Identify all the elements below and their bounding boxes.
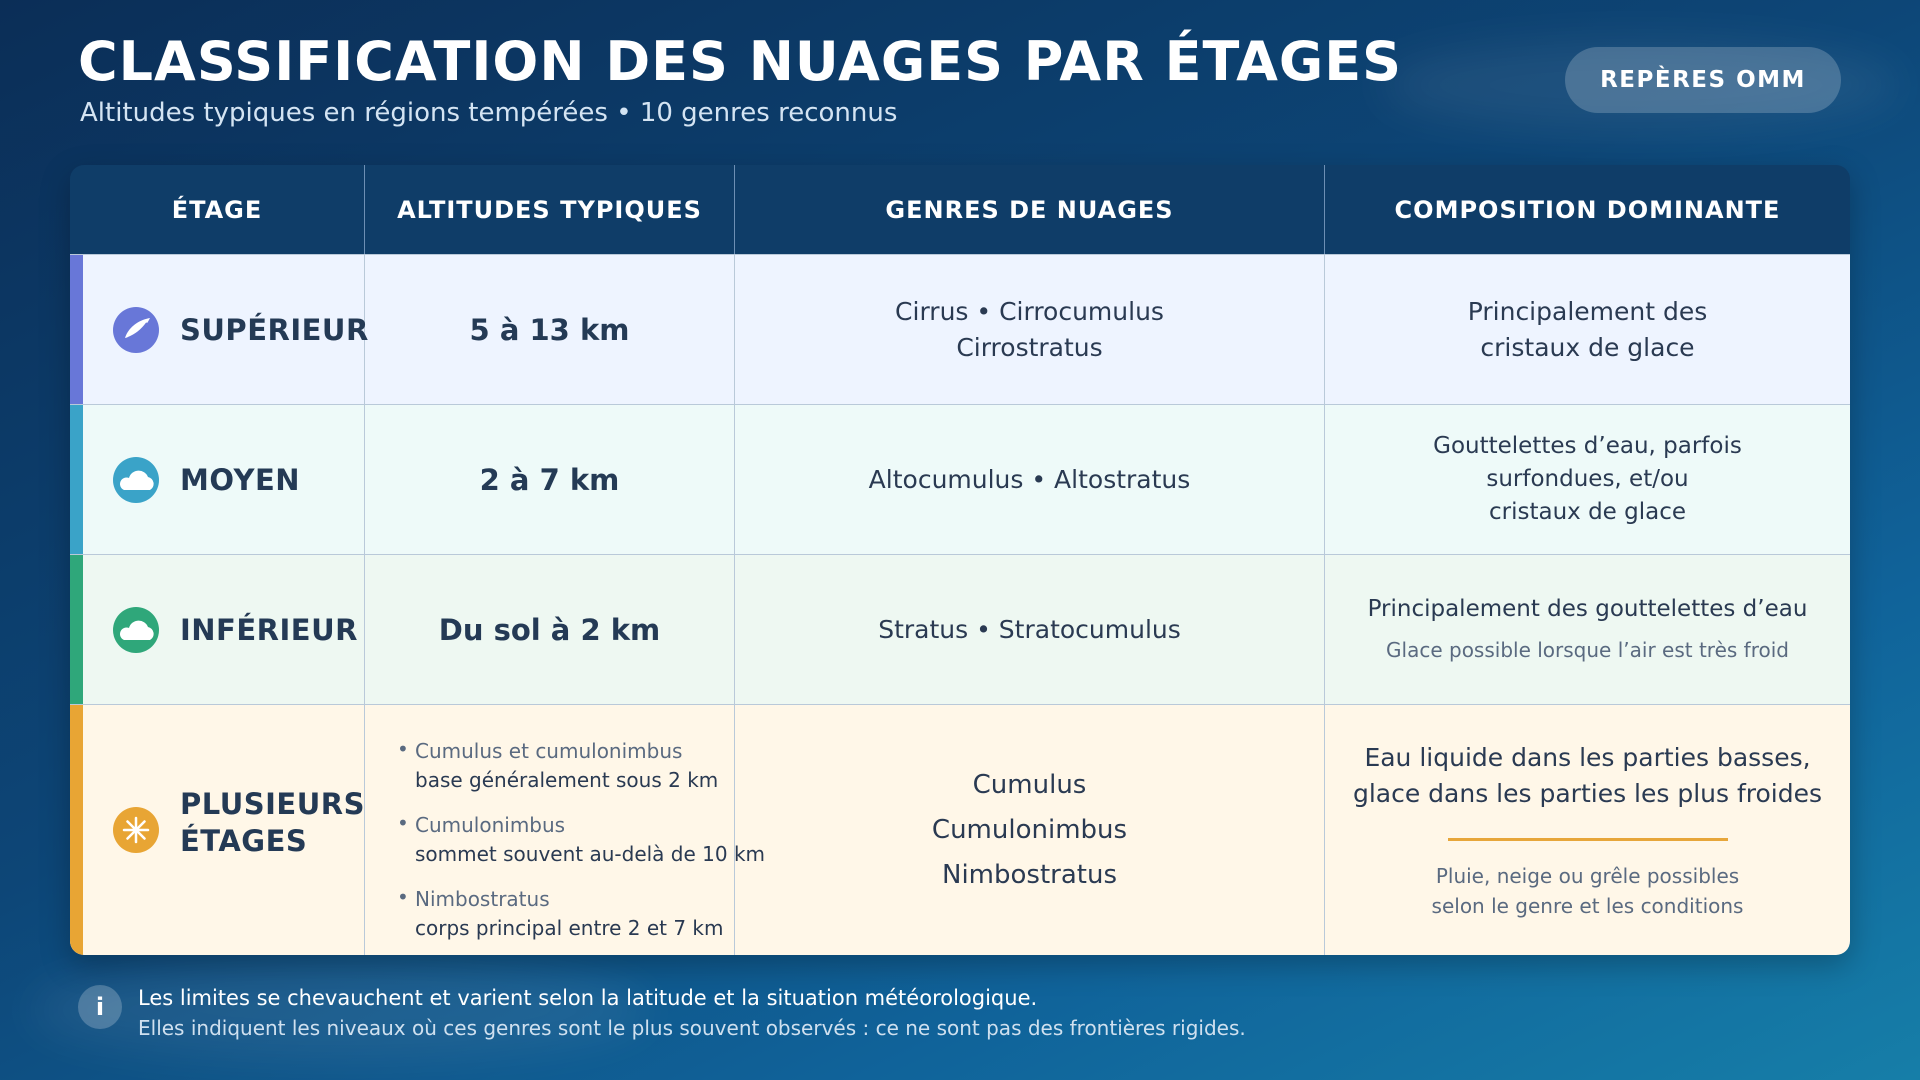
table-header: [70, 165, 1850, 254]
genres-line: Cirrostratus: [956, 332, 1103, 362]
altitude-cell: [365, 255, 735, 404]
table-row-superieur: [70, 254, 1850, 404]
genres-cell: [735, 255, 1325, 404]
table-row-moyen: [70, 404, 1850, 554]
stage-cell: [70, 255, 369, 404]
altitude-detail-name: • Cumulus et cumulonimbus: [415, 739, 683, 763]
table-row-plusieurs-etages: [70, 704, 1850, 955]
stage-label: MOYEN: [180, 462, 301, 497]
altitude-cell: [365, 555, 735, 704]
genres-cell: [735, 405, 1325, 554]
altitude-detail-name: • Cumulonimbus: [415, 813, 566, 837]
altitude-detail-name: • Nimbostratus: [415, 887, 550, 911]
stage-label: SUPÉRIEUR: [180, 312, 369, 347]
composition-line: cristaux de glace: [1488, 499, 1687, 525]
genres-line: Cirrus • Cirrocumulus: [895, 296, 1164, 326]
composition-line: Gouttelettes d’eau, parfois: [1433, 433, 1742, 459]
footnote-line: Elles indiquent les niveaux où ces genres sont le plus souvent observés : ce ne sont pas des frontières rigides.: [138, 1016, 1246, 1040]
genres-cell: [735, 555, 1325, 704]
genres-cell: [735, 705, 1325, 955]
altitude-value: Du sol à 2 km: [438, 612, 661, 647]
page-title: CLASSIFICATION DES NUAGES PAR ÉTAGES: [78, 30, 1403, 93]
composition-line: cristaux de glace: [1480, 332, 1695, 362]
info-icon: i: [78, 985, 122, 1029]
altitude-cell: [365, 405, 735, 554]
genres-line: Nimbostratus: [942, 859, 1117, 890]
altitude-value: 5 à 13 km: [469, 312, 630, 347]
altitude-detail-desc: corps principal entre 2 et 7 km: [415, 916, 724, 940]
composition-line: Principalement des gouttelettes d’eau: [1367, 595, 1808, 622]
cloud-classification-table: [70, 165, 1850, 955]
composition-line: Principalement des: [1467, 296, 1708, 326]
altitude-value: 2 à 7 km: [479, 462, 620, 497]
composition-note: selon le genre et les conditions: [1431, 893, 1744, 918]
cloud-icon: [112, 456, 160, 504]
wmo-badge: REPÈRES OMM: [1565, 47, 1841, 113]
stage-cell: [70, 555, 365, 704]
stage-label: INFÉRIEUR: [180, 612, 358, 647]
list-item: [397, 811, 766, 869]
composition-cell: [1325, 405, 1850, 554]
table-row-inferieur: [70, 554, 1850, 704]
header-stage: ÉTAGE: [70, 165, 365, 254]
composition-cell: [1325, 255, 1850, 404]
altitude-details-cell: [365, 705, 766, 955]
header-genres: GENRES DE NUAGES: [735, 165, 1325, 254]
composition-line: surfondues, et/ou: [1486, 466, 1689, 492]
composition-line: Eau liquide dans les parties basses,: [1364, 742, 1811, 772]
genres-line: Stratus • Stratocumulus: [878, 614, 1181, 644]
altitude-detail-desc: base généralement sous 2 km: [415, 768, 719, 792]
cloud-icon: [112, 606, 160, 654]
composition-note: Glace possible lorsque l’air est très froid: [1386, 637, 1789, 662]
page-subtitle: Altitudes typiques en régions tempérées • 10 genres reconnus: [80, 98, 898, 128]
header-composition: COMPOSITION DOMINANTE: [1394, 195, 1781, 224]
stage-label-line: PLUSIEURS: [180, 787, 365, 821]
header-altitudes: ALTITUDES TYPIQUES: [365, 165, 735, 254]
stage-label-line: ÉTAGES: [180, 824, 308, 858]
genres-line: Altocumulus • Altostratus: [868, 464, 1191, 494]
stage-label: [180, 786, 365, 860]
stage-cell: [70, 705, 365, 955]
footnote: [78, 983, 1246, 1043]
genres-line: Cumulonimbus: [931, 814, 1128, 845]
genres-line: Cumulus: [972, 769, 1087, 800]
list-item: [397, 885, 734, 943]
composition-note: Pluie, neige ou grêle possibles: [1435, 863, 1740, 888]
composition-line: glace dans les parties les plus froides: [1352, 778, 1823, 808]
composition-cell: [1325, 555, 1850, 704]
cirrus-icon: [112, 306, 160, 354]
altitude-detail-desc: sommet souvent au-delà de 10 km: [415, 842, 766, 866]
snowflake-icon: [112, 806, 160, 854]
composition-cell: [1325, 705, 1850, 955]
stage-cell: [70, 405, 365, 554]
list-item: [397, 737, 734, 795]
footnote-line: Les limites se chevauchent et varient selon la latitude et la situation météorologique.: [138, 986, 1038, 1010]
divider: [1448, 838, 1728, 841]
